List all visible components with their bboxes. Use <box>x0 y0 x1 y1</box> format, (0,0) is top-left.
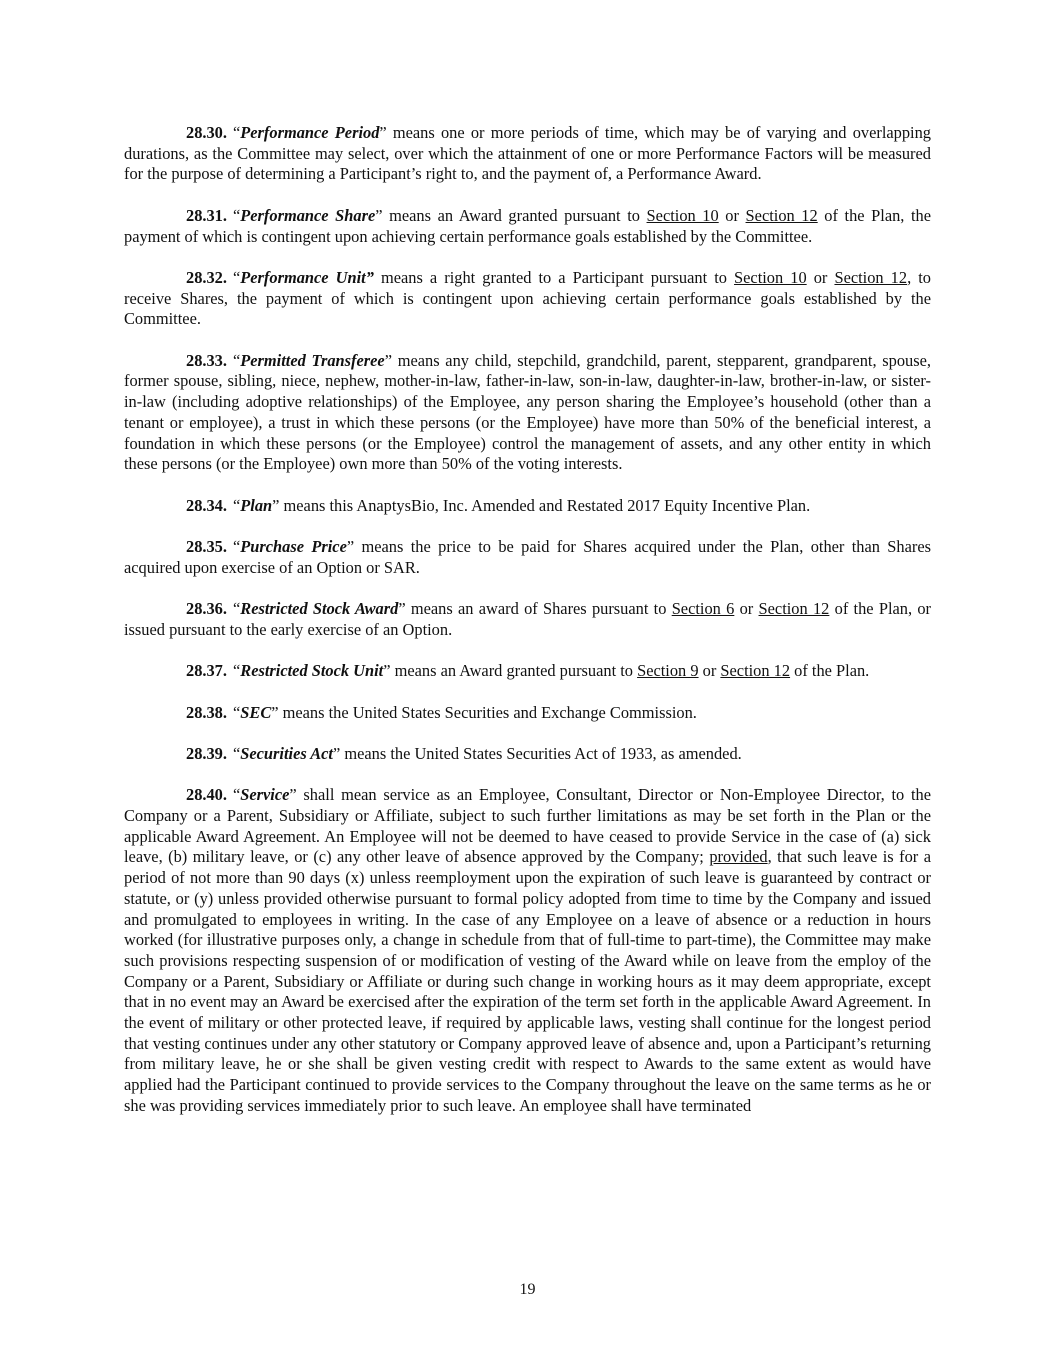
open-quote: “ <box>232 350 241 370</box>
close-quote: ” <box>375 205 383 225</box>
section-28-32 <box>124 268 931 330</box>
definition-text: means a right granted to a Participant pursuant to <box>373 267 735 287</box>
section-reference: Section 10 <box>646 205 719 225</box>
section-28-30 <box>124 123 931 185</box>
close-quote: ” <box>272 495 280 515</box>
section-28-38 <box>124 703 931 724</box>
close-quote: ” <box>271 702 279 722</box>
definition-text: , that such leave is for a period of not more than 90 days (x) unless reemployment upon the expiration of such leave is guaranteed by contract or statute, or (y) unless provided otherwise pursuant to formal policy adopted from time to time by the Company and issued and promulgated to employees in writing. In the case of any Employee on a leave of absence or a reduction in hours worked (for illustrative purposes only, a change in schedule from that of full-time to part-time), the Committee may make such provisions respecting suspension of or modification of vesting of the Award while on leave from the employ of the Company or a Parent, Subsidiary or Affiliate or during such change in working hours as it may deem appropriate, except that in no event may an Award be exercised after the expiration of the term set forth in the applicable Award Agreement. In the event of military or other protected leave, if required by applicable laws, vesting shall continue for the longest period that vesting continues under any other statutory or Company approved leave of absence and, upon a Participant’s returning from military leave, he or she shall be given vesting credit with respect to Awards to the same extent as would have applied had the Participant continued to provide services to the Company throughout the leave on the same terms as he or she was providing services immediately prior to such leave. An employee shall have terminated <box>124 847 932 1115</box>
definition-text: of the Plan. <box>790 661 870 681</box>
open-quote: “ <box>232 495 241 515</box>
section-number: 28.33. <box>186 350 227 370</box>
definition-text: means this AnaptysBio, Inc. Amended and Restated 2017 Equity Incentive Plan. <box>279 495 811 515</box>
section-number: 28.37. <box>186 661 227 681</box>
defined-term: Performance Unit” <box>240 267 374 287</box>
open-quote: “ <box>232 702 241 722</box>
document-body <box>124 123 931 1137</box>
section-reference: Section 12 <box>745 205 818 225</box>
open-quote: “ <box>232 661 241 681</box>
open-quote: “ <box>232 785 241 805</box>
open-quote: “ <box>232 599 241 619</box>
open-quote: “ <box>232 536 241 556</box>
definition-text: or <box>734 599 759 619</box>
defined-term: Performance Period <box>240 123 380 142</box>
section-reference: Section 10 <box>734 267 807 287</box>
section-number: 28.36. <box>186 599 227 619</box>
definition-text: shall mean service as an Employee, Consultant, Director or Non-Employee Director, to the Company or a Parent, Subsidiary or Affiliate, subject to such further limitations as may be set forth in the Plan or the applicable Award Agreement. An Employee will not be deemed to have ceased to provide Service in the case of (a) sick leave, (b) military leave, or (c) any other leave of absence approved by the Company; <box>124 785 931 867</box>
defined-term: Service <box>240 785 290 805</box>
definition-text: or <box>806 267 835 287</box>
underlined-term: provided <box>709 847 768 867</box>
defined-term: Securities Act <box>240 743 333 763</box>
section-reference: Section 6 <box>671 599 735 619</box>
section-28-34 <box>124 496 931 517</box>
close-quote: ” <box>379 123 387 142</box>
definition-text: or <box>698 661 721 681</box>
definition-text: means the United States Securities and Exchange Commission. <box>278 702 697 722</box>
defined-term: SEC <box>240 702 272 722</box>
section-number: 28.32. <box>186 267 227 287</box>
definition-text: of the Plan, the payment of which is contingent upon achieving certain performance goals established by the Committee. <box>124 205 932 246</box>
section-reference: Section 12 <box>834 267 908 287</box>
section-number: 28.38. <box>186 702 227 722</box>
section-28-35 <box>124 537 931 578</box>
open-quote: “ <box>232 743 241 763</box>
definition-text: means an Award granted pursuant to <box>390 661 638 681</box>
defined-term: Restricted Stock Unit <box>240 661 384 681</box>
open-quote: “ <box>232 123 241 142</box>
defined-term: Performance Share <box>240 205 376 225</box>
close-quote: ” <box>289 785 297 805</box>
page-number: 19 <box>519 1281 536 1298</box>
definition-text: means the United States Securities Act of 1933, as amended. <box>340 743 742 763</box>
definition-text: or <box>718 205 746 225</box>
defined-term: Purchase Price <box>240 536 347 556</box>
defined-term: Plan <box>240 495 273 515</box>
section-number: 28.34. <box>186 495 227 515</box>
close-quote: ” <box>383 661 391 681</box>
definition-text: means an award of Shares pursuant to <box>405 599 672 619</box>
open-quote: “ <box>232 205 241 225</box>
section-reference: Section 12 <box>758 599 830 619</box>
close-quote: ” <box>346 536 355 556</box>
close-quote: ” <box>333 743 341 763</box>
open-quote: “ <box>232 267 241 287</box>
section-number: 28.35. <box>186 536 227 556</box>
definition-text: means any child, stepchild, grandchild, parent, stepparent, grandparent, spouse, former spouse, sibling, niece, nephew, mother-in-law, father-in-law, son-in-law, daughter-in-law, brother-in-law, or sister-in-law (including adoptive relationships) of the Employee, any person sharing the Employee’s household (other than a tenant or employee), a trust in which these persons (or the Employee) have more than 50% of the beneficial interest, a foundation in which these persons (or the Employee) control the management of assets, and any other entity in which these persons (or the Employee) own more than 50% of the voting interests. <box>124 350 932 474</box>
defined-term: Permitted Transferee <box>240 350 385 370</box>
defined-term: Restricted Stock Award <box>240 599 399 619</box>
section-number: 28.31. <box>186 205 227 225</box>
close-quote: ” <box>384 350 392 370</box>
section-28-40 <box>124 785 931 1116</box>
section-28-39 <box>124 744 931 765</box>
section-28-37 <box>124 661 931 682</box>
section-reference: Section 9 <box>637 661 699 681</box>
definition-text: of the Plan, or issued pursuant to the early exercise of an Option. <box>124 599 931 639</box>
definition-text: means the price to be paid for Shares acquired under the Plan, other than Shares acquired upon exercise of an Option or SAR. <box>124 536 932 577</box>
section-28-33 <box>124 351 931 475</box>
section-28-36 <box>124 599 931 640</box>
section-number: 28.39. <box>186 743 227 763</box>
definition-text: means one or more periods of time, which may be of varying and overlapping durations, as the Committee may select, over which the attainment of one or more Performance Factors will be measured for the purpose of determining a Participant’s right to, and the payment of, a Performance Award. <box>124 123 931 184</box>
section-reference: Section 12 <box>720 661 791 681</box>
definition-text: means an Award granted pursuant to <box>382 205 647 225</box>
section-28-31 <box>124 206 931 247</box>
section-number: 28.30. <box>186 123 227 142</box>
section-number: 28.40. <box>186 785 227 805</box>
definition-text: , to receive Shares, the payment of which is contingent upon achieving certain performance goals established by the Committee. <box>124 267 931 329</box>
close-quote: ” <box>398 599 406 619</box>
